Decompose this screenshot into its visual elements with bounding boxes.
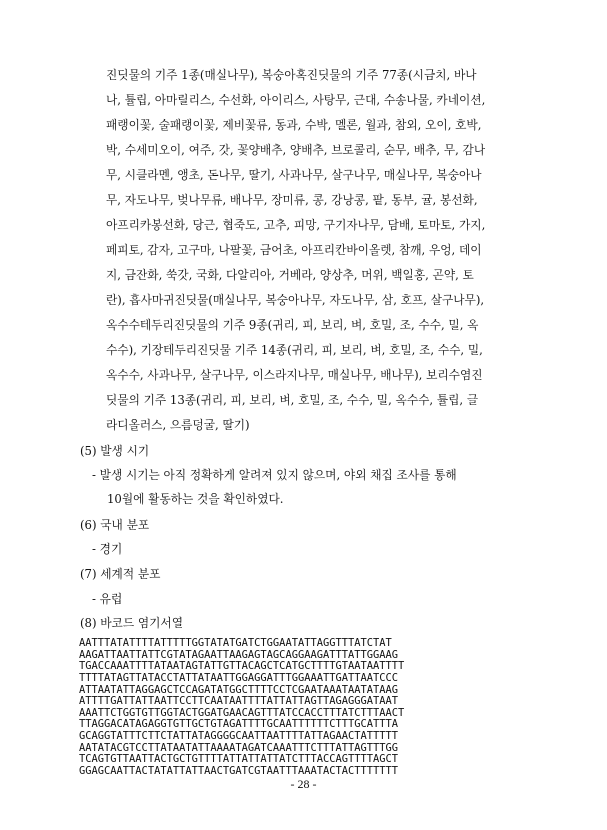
- paragraph-line: 수수), 기장테두리진딧물 기주 14종(귀리, 피, 보리, 벼, 호밀, 조, 수수, 밀,: [106, 343, 483, 357]
- section-heading-domestic-distribution: (6) 국내 분포: [80, 518, 150, 532]
- paragraph-line: 패랭이꽃, 술패랭이꽃, 제비꽃류, 동과, 수박, 멜론, 월과, 참외, 오이, 호박,: [106, 118, 482, 132]
- sequence-line: TGACCAAATTTTATAATAGTATTGTTACAGCTCATGCTTTTGTAATAATTTT: [79, 660, 405, 673]
- sequence-line: GGAGCAATTACTATATTATTAACTGATCGTAATTTAAATACTACTTTTTTT: [79, 765, 399, 777]
- paragraph-line: 진딧물의 기주 1종(매실나무), 복숭아혹진딧물의 기주 77종(시금치, 바나: [106, 68, 477, 82]
- sequence-line: AATATACGTCCTTATAATATTAAAATAGATCAAATTTCTTTATTAGTTTGG: [79, 741, 399, 754]
- section-heading-world-distribution: (7) 세계적 분포: [80, 567, 161, 581]
- paragraph-line: 딧물의 기주 13종(귀리, 피, 보리, 벼, 호밀, 조, 수수, 밀, 옥수수, 튤립, 글: [106, 393, 479, 407]
- paragraph-line: 페피토, 감자, 고구마, 나팔꽃, 금어초, 아프리칸바이올렛, 참깨, 우엉, 데이: [106, 243, 482, 257]
- page-number: - 28 -: [290, 777, 317, 791]
- sequence-line: ATTAATATTAGGAGCTCCAGATATGGCTTTTCCTCGAATAAATAATATAAG: [79, 683, 399, 696]
- sequence-line: AAATTCTGGTGTTGGTACTGGATGAACAGTTTATCCACCTTTATCTTTAACT: [79, 706, 405, 719]
- sequence-line: ATTTTGATTATTAATTCCTTCAATAATTTTATTATTAGTTAGAGGGATAAT: [79, 695, 399, 708]
- sequence-line: TTAGGACATAGAGGTGTTGCTGTAGATTTTGCAATTTTTTCTTTGCATTTA: [79, 718, 399, 731]
- occurrence-text-cont: 10월에 활동하는 것을 확인하였다.: [107, 492, 284, 506]
- sequence-line: GCAGGTATTTCTTCTATTATAGGGGCAATTAATTTTATTAGAACTATTTTT: [79, 730, 399, 743]
- paragraph-line: 무, 시클라멘, 앵초, 돈나무, 딸기, 사과나무, 살구나무, 매실나무, 복숭아나: [106, 168, 482, 182]
- sequence-line: TCAGTGTTAATTACTGCTGTTTTATTATTATTATCTTTACCAGTTTTAGCT: [79, 753, 399, 766]
- sequence-line: AATTTATATTTTATTTTTGGTATATGATCTGGAATATTAGGTTTATCTAT: [79, 637, 392, 649]
- section-heading-occurrence: (5) 발생 시기: [80, 444, 150, 458]
- paragraph-line: 옥수수테두리진딧물의 기주 9종(귀리, 피, 보리, 벼, 호밀, 조, 수수, 밀, 옥: [106, 318, 479, 332]
- paragraph-line: 무, 자도나무, 벚나무류, 배나무, 장미류, 콩, 강낭콩, 팥, 동부, 귤, 봉선화,: [106, 193, 478, 207]
- paragraph-line: 박, 수세미오이, 여주, 갓, 꽃양배추, 양배추, 브로콜리, 순무, 배추, 무, 감나: [106, 143, 486, 157]
- paragraph-line: 나, 튤립, 아마릴리스, 수선화, 아이리스, 사탕무, 근대, 수송나물, 카네이션,: [106, 93, 486, 107]
- sequence-line: TTTTATAGTTATACCTATTATAATTGGAGGATTTGGAAATTGATTAATCCC: [79, 671, 399, 684]
- paragraph-line: 지, 금잔화, 쑥갓, 국화, 다알리아, 거베라, 양상추, 머위, 백일홍, 곤약, 토: [106, 268, 474, 282]
- occurrence-text: - 발생 시기는 아직 정확하게 알려져 있지 않으며, 야외 채집 조사를 통해: [92, 468, 457, 482]
- paragraph-line: 아프리카봉선화, 당근, 협죽도, 고추, 피망, 구기자나무, 담배, 토마토, 가지,: [106, 218, 486, 232]
- domestic-distribution-item: - 경기: [92, 542, 123, 556]
- paragraph-line: 란), 흡사마귀진딧물(매실나무, 복숭아나무, 자도나무, 삼, 호프, 살구나무),: [106, 293, 485, 307]
- paragraph-line: 라디올러스, 으름덩굴, 딸기): [106, 418, 250, 432]
- paragraph-line: 옥수수, 사과나무, 살구나무, 이스라지나무, 매실나무, 배나무), 보리수염진: [106, 368, 483, 382]
- section-heading-barcode: (8) 바코드 염기서열: [80, 616, 184, 630]
- world-distribution-item: - 유럽: [92, 592, 123, 606]
- sequence-line: AAGATTAATTATTCGTATAGAATTAAGAGTAGCAGGAAGATTTATTGGAAG: [79, 648, 399, 661]
